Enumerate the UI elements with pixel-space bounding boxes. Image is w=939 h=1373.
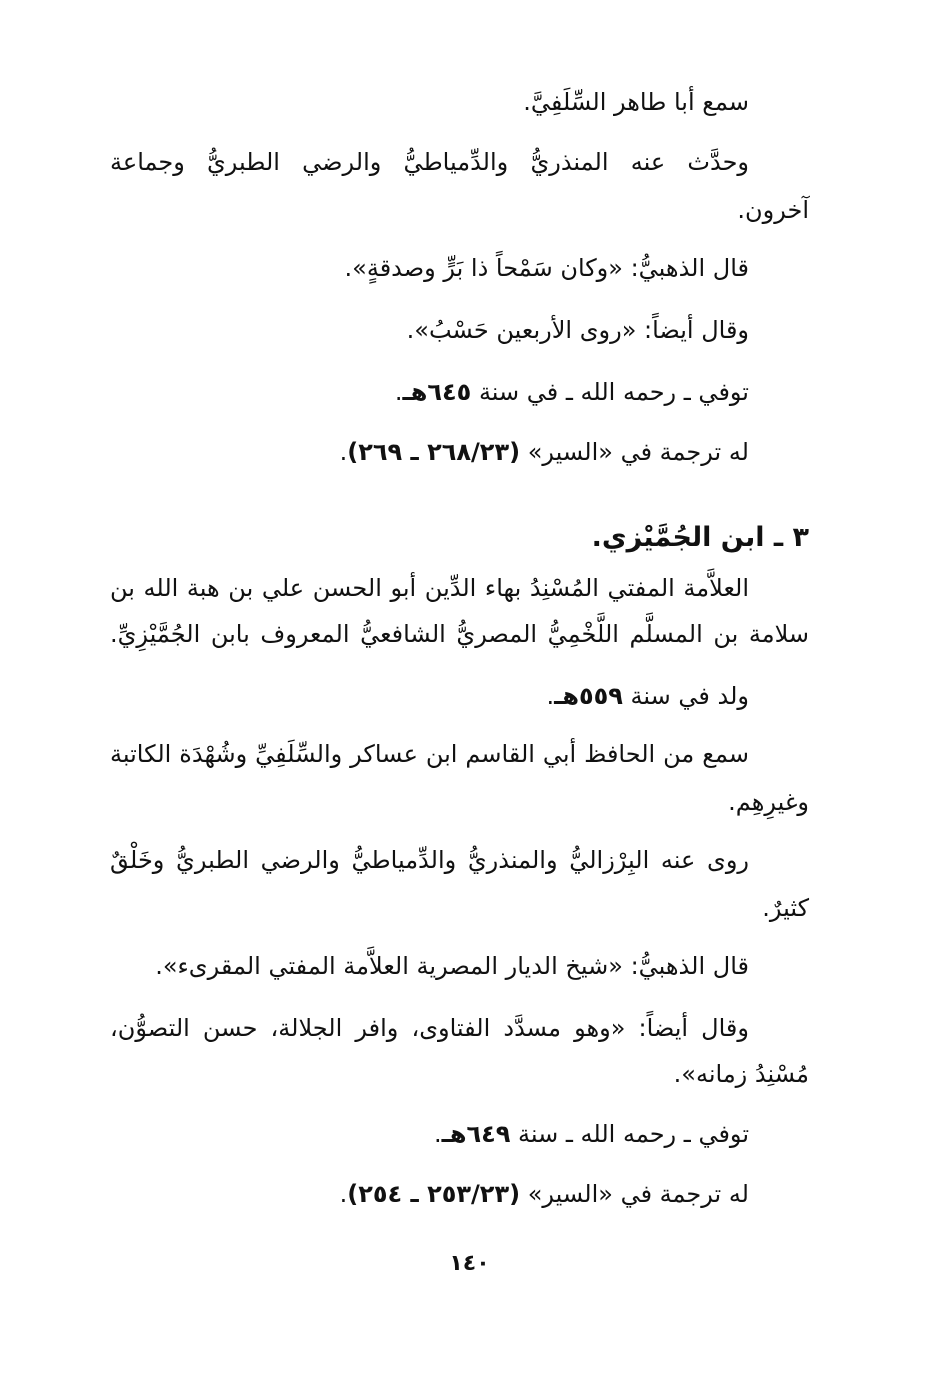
text-line: قال الذهبيُّ: «وكان سَمْحاً ذا بَرٍّ وصدقةٍ».: [344, 254, 749, 282]
text-line: روى عنه البِرْزاليُّ والمنذريُّ والدِّمياطيُّ والرضي الطبريُّ وخَلْقٌ: [110, 846, 749, 874]
section-heading: ٣ ـ ابن الجُمَّيْزي.: [591, 522, 809, 553]
page-number: ١٤٠: [449, 1251, 490, 1276]
text-line: مُسْنِدُ زمانه».: [673, 1060, 809, 1088]
birth-year: ٥٥٩هـ: [554, 682, 623, 710]
text-segment: له ترجمة في «السير»: [520, 438, 749, 466]
death-year: ٦٤٥هـ: [402, 378, 472, 406]
text-segment: توفي ـ رحمه الله ـ في سنة: [471, 378, 749, 406]
text-segment: .: [394, 378, 403, 406]
text-line: [110, 1174, 749, 1214]
text-segment: .: [339, 438, 348, 466]
text-line: سلامة بن المسلَّم اللَّخْمِيُّ المصريُّ الشافعيُّ المعروف بابن الجُمَّيْزِيِّ.: [110, 620, 809, 648]
text-segment: .: [433, 1120, 442, 1148]
text-line: [110, 1114, 749, 1154]
text-line: وغيرِهِم.: [728, 788, 809, 816]
text-segment: .: [339, 1180, 348, 1208]
text-line: سمع أبا طاهر السِّلَفِيَّ.: [523, 88, 749, 116]
death-year: ٦٤٩هـ: [441, 1120, 511, 1148]
text-line: كثيرٌ.: [762, 894, 809, 922]
text-line: [110, 372, 749, 412]
text-line: وحدَّث عنه المنذريُّ والدِّمياطيُّ والرضي الطبريُّ وجماعة: [110, 148, 749, 176]
text-line: [110, 676, 749, 716]
text-line: وقال أيضاً: «روى الأربعين حَسْبُ».: [406, 316, 749, 344]
text-line: العلاَّمة المفتي المُسْنِدُ بهاء الدِّين أبو الحسن علي بن هبة الله بن: [110, 574, 749, 602]
text-segment: توفي ـ رحمه الله ـ سنة: [510, 1120, 749, 1148]
text-line: آخرون.: [737, 196, 809, 224]
text-line: سمع من الحافظ أبي القاسم ابن عساكر والسِّلَفِيِّ وشُهْدَة الكاتبة: [110, 740, 749, 768]
reference: (٢٦٨/٢٣ ـ ٢٦٩): [347, 438, 521, 466]
text-line: قال الذهبيُّ: «شيخ الديار المصرية العلاَّمة المفتي المقرىء».: [155, 952, 749, 980]
reference: (٢٥٣/٢٣ ـ ٢٥٤): [347, 1180, 521, 1208]
text-segment: له ترجمة في «السير»: [520, 1180, 749, 1208]
text-segment: .: [546, 682, 555, 710]
text-line: [110, 432, 749, 472]
text-segment: ولد في سنة: [622, 682, 749, 710]
text-line: وقال أيضاً: «وهو مسدَّد الفتاوى، وافر الجلالة، حسن التصوُّن،: [110, 1014, 749, 1042]
